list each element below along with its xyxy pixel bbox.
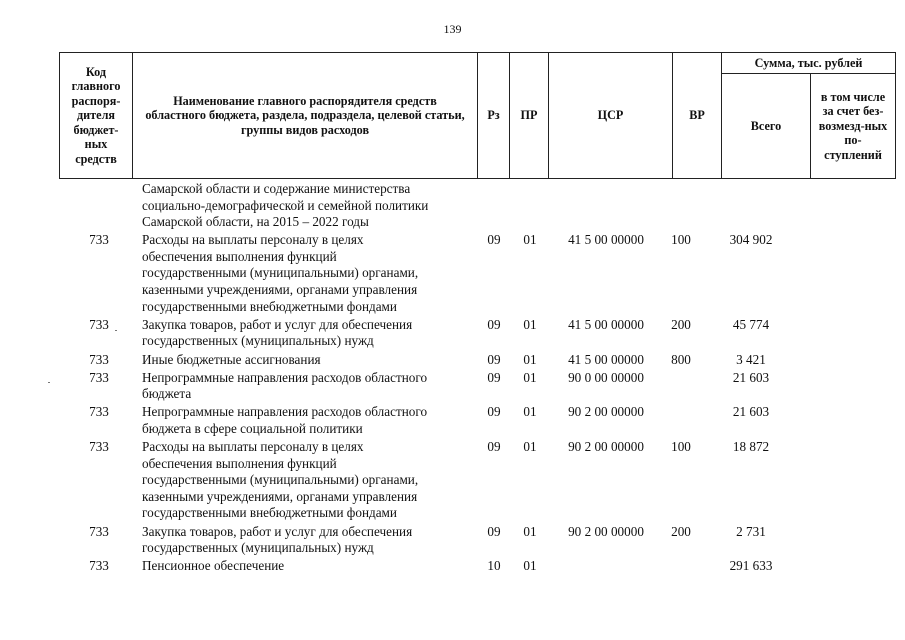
- row-name-line: Расходы на выплаты персоналу в целях: [142, 439, 364, 454]
- row-pr: 01: [523, 404, 537, 420]
- row-code: 733: [89, 351, 109, 367]
- header-csr: ЦСР: [549, 53, 673, 179]
- row-name-line: государственными (муниципальными) органами,: [142, 472, 419, 488]
- row-name-line: бюджета в сфере социальной политики: [142, 420, 363, 436]
- row-name-line: Непрограммные направления расходов областного: [142, 369, 428, 385]
- row-csr: 90 0 00 00000: [568, 369, 644, 385]
- row-total: 304 902: [729, 232, 773, 248]
- row-code: 733: [89, 523, 109, 539]
- header-pr: ПР: [510, 53, 549, 179]
- row-pr: 01: [523, 523, 537, 539]
- row-total: 45 774: [732, 316, 770, 332]
- row-name-line: Закупка товаров, работ и услуг для обеспечения: [142, 523, 413, 539]
- row-name: [142, 232, 482, 315]
- row-name: [142, 370, 482, 403]
- row-csr: 90 2 00 00000: [568, 523, 644, 539]
- row-rz: 09: [487, 232, 501, 248]
- row-code: 733: [89, 316, 109, 332]
- row-name-line: государственными внебюджетными фондами: [142, 298, 397, 314]
- row-pr: 01: [523, 351, 537, 367]
- row-name-line: государственными внебюджетными фондами: [142, 505, 397, 521]
- header-name: Наименование главного распорядителя средств областного бюджета, раздела, подраздела, целевой статьи, группы видов расходов: [133, 53, 478, 179]
- row-total: 21 603: [732, 404, 770, 420]
- header-sum: Сумма, тыс. рублей: [722, 53, 896, 74]
- row-vr: 200: [671, 316, 691, 332]
- row-name: [142, 317, 482, 350]
- row-vr: 200: [671, 523, 691, 539]
- row-name: [142, 352, 482, 369]
- header-code: Код главного распоря-дителя бюджет-ных средств: [60, 53, 133, 179]
- row-name: [142, 439, 482, 522]
- row-rz: 10: [487, 558, 501, 574]
- row-code: 733: [89, 404, 109, 420]
- row-name-line: государственных (муниципальных) нужд: [142, 540, 374, 556]
- row-pr: 01: [523, 369, 537, 385]
- row-rz: 09: [487, 351, 501, 367]
- row-name-line: бюджета: [142, 386, 192, 402]
- row-csr: 90 2 00 00000: [568, 439, 644, 454]
- row-name-line: Пенсионное обеспечение: [142, 558, 285, 574]
- row-name-line: казенными учреждениями, органами управления: [142, 488, 418, 504]
- row-name-line: Расходы на выплаты персоналу в целях: [142, 232, 364, 248]
- row-pr: 01: [523, 558, 537, 574]
- header-rz: Рз: [478, 53, 510, 179]
- row-total: 3 421: [736, 351, 766, 367]
- row-code: 733: [89, 439, 109, 454]
- row-name-line: Закупка товаров, работ и услуг для обеспечения: [142, 316, 413, 332]
- page-number: 139: [443, 22, 462, 36]
- row-name: [142, 524, 482, 557]
- row-name-line: Самарской области, на 2015 – 2022 годы: [142, 214, 369, 230]
- row-name-line: казенными учреждениями, органами управления: [142, 282, 418, 298]
- row-name-line: Непрограммные направления расходов областного: [142, 404, 428, 420]
- scan-speck: [48, 382, 50, 383]
- row-pr: 01: [523, 232, 537, 248]
- row-name-line: государственных (муниципальных) нужд: [142, 333, 374, 349]
- row-total: 291 633: [729, 558, 773, 574]
- row-rz: 09: [487, 404, 501, 420]
- row-csr: 41 5 00 00000: [568, 232, 644, 248]
- row-name-line: обеспечения выполнения функций: [142, 455, 337, 471]
- row-pr: 01: [523, 316, 537, 332]
- row-name-line: социально-демографической и семейной политики: [142, 197, 429, 213]
- row-csr: 90 2 00 00000: [568, 404, 644, 420]
- row-rz: 09: [487, 439, 501, 454]
- row-vr: 100: [671, 232, 691, 248]
- table-header: [59, 52, 896, 179]
- row-name: [142, 181, 482, 231]
- row-total: 18 872: [732, 439, 770, 454]
- scan-speck: [115, 330, 117, 331]
- row-vr: 800: [671, 351, 691, 367]
- row-name-line: обеспечения выполнения функций: [142, 248, 337, 264]
- header-incl: в том числе за счет без-возмезд-ных по-ступлений: [811, 74, 896, 179]
- row-code: 733: [89, 369, 109, 385]
- row-name-line: Иные бюджетные ассигнования: [142, 351, 321, 367]
- row-total: 2 731: [736, 523, 766, 539]
- row-csr: 41 5 00 00000: [568, 316, 644, 332]
- row-code: 733: [89, 558, 109, 574]
- row-name-line: Самарской области и содержание министерства: [142, 181, 411, 196]
- row-name: [142, 404, 482, 437]
- row-rz: 09: [487, 523, 501, 539]
- row-rz: 09: [487, 316, 501, 332]
- row-csr: 41 5 00 00000: [568, 351, 644, 367]
- row-pr: 01: [523, 439, 537, 454]
- header-vr: ВР: [673, 53, 722, 179]
- row-rz: 09: [487, 369, 501, 385]
- row-name-line: государственными (муниципальными) органами,: [142, 265, 419, 281]
- row-name: [142, 558, 482, 575]
- row-total: 21 603: [732, 369, 770, 385]
- row-vr: 100: [671, 439, 691, 454]
- row-code: 733: [89, 232, 109, 248]
- header-total: Всего: [722, 74, 811, 179]
